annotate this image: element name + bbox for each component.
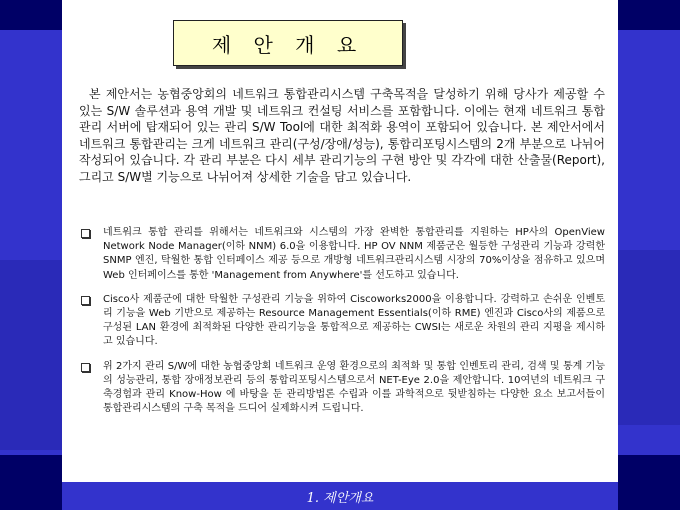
frame-right-block — [618, 250, 680, 425]
bullet-item — [79, 360, 605, 417]
checkbox-bullet-icon — [81, 296, 90, 305]
bullet-item — [79, 293, 605, 350]
checkbox-bullet-icon — [81, 363, 90, 372]
checkbox-bullet-icon — [81, 229, 90, 238]
frame-left-block — [0, 260, 62, 450]
bullet-list — [79, 226, 605, 426]
slide-title: 제 안 개 요 — [211, 32, 365, 57]
footer-label: 1. 제안개요 — [306, 491, 374, 506]
frame-corner-top-left — [0, 0, 62, 30]
frame-corner-bottom-right — [618, 455, 680, 510]
bullet-text: 네트워크 통합 관리를 위해서는 네트워크와 시스템의 가장 완벽한 통합관리를 지원하는 HP사의 OpenView Network Node Manager(이하 NNM) 6.0을 이용합니다. HP OV NNM 제품군은 월등한 구성관리 기능과 강력한 SNMP 엔진, 탁월한 통합 인터페이스 제공 등으로 개방형 네트워크관리시스템 시장의 70%이상을 점유하고 있으며 Web 인터페이스를 통한 'Management from Anywhere'를 선도하고 있습니다. — [103, 227, 605, 281]
bullet-item — [79, 226, 605, 283]
bullet-text: 위 2가지 관리 S/W에 대한 농협중앙회 네트워크 운영 환경으로의 최적화 및 통합 인벤토리 관리, 검색 및 통계 기능의 성능관리, 통합 장애정보관리 등의 통합리포팅시스템으로서 NET-Eye 2.0을 제안합니다. 10여년의 네트워크 구축경험과 관리 Know-How 에 바탕을 둔 관리방법론 수립과 이를 과학적으로 뒷받침하는 다양한 요소 보고서들이 통합관리시스템의 구축 목적을 드디어 실제화시켜 드립니다. — [103, 360, 605, 415]
frame-corner-top-right — [618, 0, 680, 30]
title-box — [173, 20, 403, 66]
bullet-text: Cisco사 제품군에 대한 탁월한 구성관리 기능을 위하여 Ciscoworks2000을 이용합니다. 강력하고 손쉬운 인벤토리 기능을 Web 기반으로 제공하는 Resource Management Essentials(이하 RME) 엔진과 Cisco사의 제품으로 구성된 LAN 환경에 최적화된 다양한 관리기능을 통합적으로 제공하는 CWSI는 새로운 차원의 관리 지평을 제시하고 있습니다. — [103, 293, 605, 348]
intro-paragraph: 본 제안서는 농협중앙회의 네트워크 통합관리시스템 구축목적을 달성하기 위해 당사가 제공할 수 있는 S/W 솔루션과 용역 개발 및 네트워크 컨설팅 서비스를 포함합니다. 이에는 현재 네트워크 통합관리 서버에 탑재되어 있는 관리 S/W Tool에 대한 최적화 용역이 포함되어 있습니다. 본 제안서에서 네트워크 통합관리는 크게 네트워크 관리(구성/장애/성능), 통합리포팅시스템의 2개 부분으로 나뉘어 작성되어 있습니다. 각 관리 부분은 다시 세부 관리기능의 구현 방안 및 각각에 대한 산출물(Report), 그리고 S/W별 기능으로 나뉘어져 상세한 기술을 담고 있습니다. — [79, 87, 605, 184]
frame-corner-bottom-left — [0, 455, 62, 510]
